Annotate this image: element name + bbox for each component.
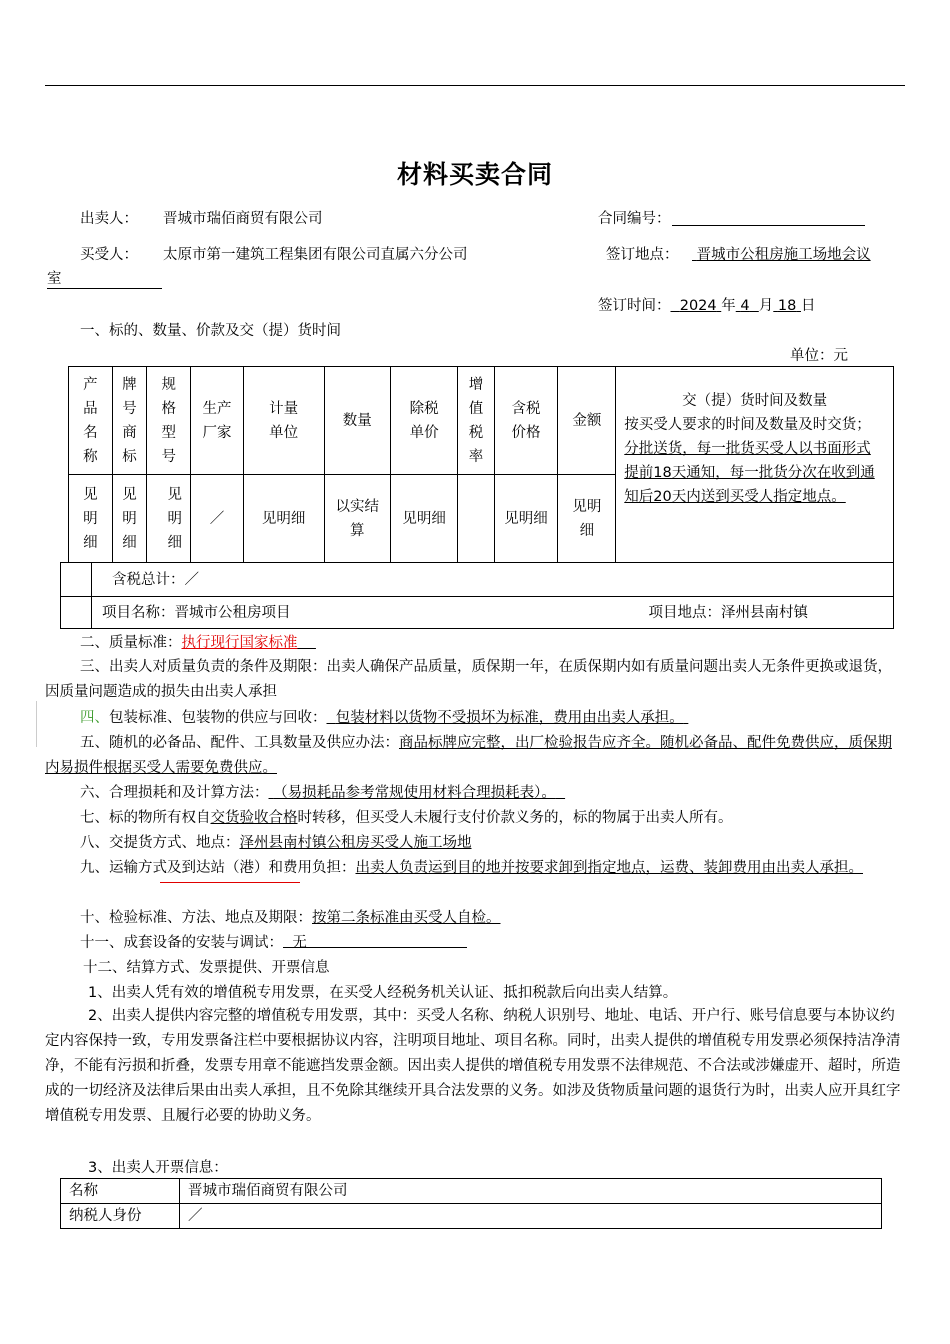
- sign-day: 18: [777, 298, 797, 314]
- header-brand: 牌号商标: [112, 367, 146, 475]
- cell-price-ex-tax: 见明细: [390, 475, 458, 563]
- clause-5: 五、随机的必备品、配件、工具数量及供应办法：商品标牌应完整，出厂检验报告应齐全。随机必备品、配件免费供应，质保期内易损件根据买受人需要免费供应。: [45, 735, 892, 776]
- cell-amount: 见明细: [558, 475, 616, 563]
- clause-10: 十、检验标准、方法、地点及期限：按第二条标准由买受人自检。: [80, 910, 501, 926]
- year-char: 年: [721, 298, 736, 314]
- invoice-name-label: 名称: [61, 1179, 180, 1204]
- sign-year: 2024: [679, 298, 717, 314]
- invoice-table: [60, 1178, 882, 1229]
- clause-11: 十一、成套设备的安装与调试： 无: [80, 931, 467, 952]
- clause-4: 四、包装标准、包装物的供应与回收： 包装材料以货物不受损坏为标准，费用由出卖人承担。: [80, 710, 684, 726]
- header-quantity: 数量: [324, 367, 390, 475]
- buyer-name: 太原市第一建筑工程集团有限公司直属六分公司: [163, 247, 468, 263]
- sign-month: 4: [740, 298, 750, 314]
- cell-vat-rate: [458, 475, 494, 563]
- header-vat-rate: 增值税率: [458, 367, 494, 475]
- header-unit: 计量单位: [243, 367, 324, 475]
- cell-spec: 见明细: [147, 475, 191, 563]
- buyer-label: 买受人：: [80, 247, 138, 263]
- cell-manufacturer: ／: [191, 475, 243, 563]
- cell-product-name: 见明细: [69, 475, 113, 563]
- header-spec: 规格型号: [147, 367, 191, 475]
- clause-12-2: 2、出卖人提供内容完整的增值税专用发票，其中：买受人名称、纳税人识别号、地址、电话、开户行、账号信息要与本协议约定内容保持一致，专用发票备注栏中要根据协议内容，注明项目地址、项目名称。同时，出卖人提供的增值税专用发票必须保持洁净清净，不能有污损和折叠，发票专用章不能遮挡发票金额。因出卖人提供的增值税专用发票不法律规范、不合法或涉嫌虚开、超时，所造成的一切经济及法律后果由出卖人承担，且不免除其继续开具合法发票的义务。如涉及货物质量问题的退货行为时，出卖人应开具红字增值税专用发票、且履行必要的协助义务。: [45, 1008, 901, 1124]
- section-1-title: 一、标的、数量、价款及交（提）货时间: [80, 323, 341, 339]
- summary-spacer-2: [61, 597, 92, 629]
- sign-time: [598, 294, 815, 315]
- header-rule: [45, 85, 905, 86]
- cell-unit: 见明细: [243, 475, 324, 563]
- total-label: 含税总计：／: [92, 563, 894, 597]
- project-site: 项目地点：泽州县南村镇: [648, 604, 808, 621]
- cell-price-inc-tax: 见明细: [494, 475, 558, 563]
- clause-3: 三、出卖人对质量负责的条件及期限：出卖人确保产品质量，质保期一年，在质保期内如有质量问题出卖人无条件更换或退货，因质量问题造成的损失由出卖人承担: [45, 659, 892, 700]
- invoice-name-value: 晋城市瑞佰商贸有限公司: [180, 1179, 882, 1204]
- unit-label: 单位：元: [790, 348, 848, 364]
- red-mark: [160, 882, 300, 883]
- cell-quantity: 以实结算: [324, 475, 390, 563]
- seller-name: 晋城市瑞佰商贸有限公司: [163, 211, 323, 227]
- clause-7: 七、标的物所有权自交货验收合格时转移，但买受人未履行支付价款义务的，标的物属于出卖人所有。: [80, 810, 733, 826]
- document-title: 材料买卖合同: [396, 160, 553, 189]
- delivery-header: 交（提）货时间及数量: [682, 393, 828, 409]
- header-price-ex-tax: 除税单价: [390, 367, 458, 475]
- clause-8: 八、交提货方式、地点：泽州县南村镇公租房买受人施工场地: [80, 835, 472, 851]
- clause-12: 十二、结算方式、发票提供、开票信息: [83, 960, 330, 976]
- project-row: [92, 597, 894, 629]
- sign-place-value: 晋城市公租房施工场地会议: [696, 247, 871, 263]
- sign-place-cont: 室: [47, 270, 162, 289]
- clause-12-3: 3、出卖人开票信息：: [88, 1160, 228, 1176]
- summary-spacer-1: [61, 563, 92, 597]
- header-price-inc-tax: 含税价格: [494, 367, 558, 475]
- clause-2: 二、质量标准：执行现行国家标准: [80, 635, 298, 651]
- clause-9: 九、运输方式及到达站（港）和费用负担：出卖人负责运到目的地并按要求卸到指定地点，运费、装卸费用由出卖人承担。: [80, 860, 863, 876]
- invoice-tax-value: ／: [180, 1204, 882, 1229]
- header-product-name: 产品名称: [69, 367, 113, 475]
- delivery-text: 按买受人要求的时间及数量及时交货；分批送货，每一批货买受人以书面形式提前18天通知，每一批货分次在收到通知后20天内送到买受人指定地点。: [624, 417, 875, 505]
- contract-no-label: 合同编号：: [598, 211, 671, 227]
- cell-brand: 见明细: [112, 475, 146, 563]
- header-manufacturer: 生产厂家: [191, 367, 243, 475]
- month-char: 月: [758, 298, 774, 314]
- clause-6: 六、合理损耗和及计算方法： （易损耗品参考常规使用材料合理损耗表）。: [80, 785, 556, 801]
- seller-label: 出卖人：: [80, 211, 138, 227]
- project-name: 项目名称：晋城市公租房项目: [102, 604, 291, 621]
- contract-no-field[interactable]: [672, 209, 865, 226]
- sign-time-label: 签订时间：: [598, 298, 671, 314]
- goods-table: [68, 366, 894, 563]
- invoice-tax-label: 纳税人身份: [61, 1204, 180, 1229]
- delivery-cell: [616, 367, 894, 563]
- day-char: 日: [800, 298, 816, 314]
- summary-table: [60, 562, 894, 629]
- sign-place-label: 签订地点：: [606, 247, 679, 263]
- margin-mark: [36, 701, 37, 747]
- clause-12-1: 1、出卖人凭有效的增值税专用发票，在买受人经税务机关认证、抵扣税款后向出卖人结算。: [88, 985, 678, 1001]
- header-amount: 金额: [558, 367, 616, 475]
